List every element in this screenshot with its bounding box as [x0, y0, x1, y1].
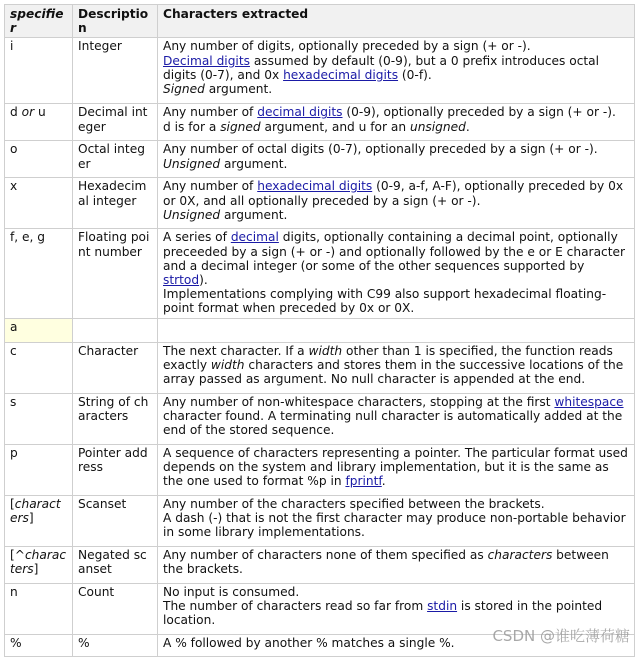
- text: argument, and u for an: [260, 119, 410, 134]
- text: [: [10, 496, 15, 511]
- text: ).: [199, 273, 208, 288]
- text: Any number of non-whitespace characters, stopping at the first: [163, 394, 555, 409]
- link-stdin[interactable]: stdin: [427, 598, 458, 613]
- chars-line: A dash (-) that is not the first character may produce non-portable behavior in some library implementations.: [163, 510, 626, 540]
- link-hexadecimal-digits[interactable]: hexadecimal digits: [283, 67, 399, 82]
- italic-text: characters: [487, 547, 553, 562]
- table-row: [5, 495, 635, 546]
- chars-cell: A % followed by another % matches a single %.: [158, 634, 635, 656]
- chars-line: [163, 82, 629, 96]
- text: .: [381, 474, 386, 489]
- description-cell: Pointer address: [73, 444, 158, 495]
- header-specifier: specifier: [5, 5, 73, 38]
- text: ]: [33, 561, 39, 576]
- table-row: [5, 546, 635, 583]
- text: between the brackets.: [163, 547, 609, 576]
- italic-text: Signed: [163, 82, 205, 97]
- specifier-cell: [5, 104, 73, 141]
- link-decimal-digits[interactable]: decimal digits: [257, 105, 343, 120]
- chars-cell: [158, 342, 635, 393]
- text: .: [465, 119, 470, 134]
- text: The number of characters read so far from: [163, 598, 428, 613]
- chars-cell: [158, 229, 635, 318]
- text: characters and stores them in the successive locations of the array passed as argument. No null character is appended at the end.: [163, 357, 624, 387]
- italic-text: signed: [220, 119, 261, 134]
- text: assumed by default (0-9), but a 0 prefix introduces octal digits (0-7), and 0x: [163, 53, 600, 82]
- chars-line: [163, 120, 629, 134]
- specifier-cell: i: [5, 38, 73, 104]
- description-cell: Character: [73, 342, 158, 393]
- chars-cell: [158, 141, 635, 178]
- italic-text: Unsigned: [163, 156, 221, 171]
- text: u: [34, 105, 46, 120]
- description-cell: Integer: [73, 38, 158, 104]
- chars-line: [163, 208, 629, 222]
- header-row: [5, 5, 635, 38]
- text: argument.: [204, 82, 273, 97]
- text: [^: [10, 547, 25, 562]
- chars-line: Implementations complying with C99 also support hexadecimal floating-point format when preceded by 0x or 0X.: [163, 287, 607, 316]
- chars-line: No input is consumed.: [163, 584, 300, 599]
- text: (0-9), optionally preceded by a sign (+ or -).: [342, 105, 616, 120]
- description-cell: Floating point number: [73, 229, 158, 318]
- table-row: [5, 104, 635, 141]
- chars-cell: [158, 546, 635, 583]
- text: argument.: [220, 156, 288, 171]
- italic-text: Unsigned: [163, 207, 221, 222]
- chars-line: [163, 54, 629, 82]
- text: (0-f).: [398, 67, 432, 82]
- table-row: [5, 229, 635, 318]
- text: d: [10, 105, 22, 120]
- description-cell: Count: [73, 583, 158, 634]
- description-cell: Octal integer: [73, 141, 158, 178]
- table-row: [5, 342, 635, 393]
- table-row: [5, 444, 635, 495]
- italic-text: unsigned: [409, 119, 466, 134]
- description-cell: Decimal integer: [73, 104, 158, 141]
- text: ]: [28, 510, 34, 525]
- italic-text: width: [308, 343, 343, 358]
- chars-line: [163, 157, 629, 171]
- table-row: [5, 318, 635, 342]
- table-row: [5, 141, 635, 178]
- specifier-cell: f, e, g: [5, 229, 73, 318]
- text: is stored in the pointed location.: [163, 598, 603, 628]
- chars-cell: [158, 495, 635, 546]
- chars-cell: [158, 104, 635, 141]
- specifier-cell: x: [5, 178, 73, 229]
- text: The next character. If a: [163, 343, 309, 358]
- chars-line: [163, 179, 629, 207]
- description-cell: %: [73, 634, 158, 656]
- link-decimal-digits[interactable]: Decimal digits: [163, 53, 250, 68]
- specifier-cell: o: [5, 141, 73, 178]
- italic-text: or: [21, 105, 35, 120]
- table-row: [5, 178, 635, 229]
- chars-cell: [158, 393, 635, 444]
- text: Any number of: [163, 105, 258, 120]
- text: A series of: [163, 230, 231, 245]
- text: Any number of: [163, 179, 258, 194]
- chars-line: [163, 105, 629, 119]
- link-fprintf[interactable]: fprintf: [345, 474, 382, 489]
- chars-cell: [158, 38, 635, 104]
- csdn-watermark: CSDN @谁吃薄荷糖: [492, 627, 630, 645]
- table-row: [5, 38, 635, 104]
- specifier-cell: [5, 495, 73, 546]
- text: (0-9, a-f, A-F), optionally preceded by 0x or 0X, and all optionally preceded by a sign (+ or -).: [163, 179, 624, 208]
- specifier-cell: s: [5, 393, 73, 444]
- description-cell: Hexadecimal integer: [73, 178, 158, 229]
- italic-text: width: [210, 357, 245, 372]
- format-specifier-table: [4, 4, 635, 657]
- table-row: [5, 393, 635, 444]
- link-whitespace[interactable]: whitespace: [554, 394, 624, 409]
- link-strtod[interactable]: strtod: [163, 273, 200, 288]
- chars-line: Any number of digits, optionally preceded by a sign (+ or -).: [163, 39, 531, 54]
- text: d is for a: [163, 119, 221, 134]
- text: Any number of characters none of them specified as: [163, 547, 488, 562]
- italic-text: characters: [10, 496, 61, 525]
- description-cell: Scanset: [73, 495, 158, 546]
- description-cell: Negated scanset: [73, 546, 158, 583]
- specifier-cell: n: [5, 583, 73, 634]
- description-cell: [73, 318, 158, 342]
- link-hexadecimal-digits[interactable]: hexadecimal digits: [257, 179, 373, 194]
- italic-text: characters: [10, 547, 67, 576]
- chars-line: Any number of octal digits (0-7), optionally preceded by a sign (+ or -).: [163, 142, 598, 157]
- chars-cell: [158, 444, 635, 495]
- chars-cell: [158, 318, 635, 342]
- text: A sequence of characters representing a pointer. The particular format used depends on the system and library implementation, but it is the same as the one used to format %p in: [163, 445, 628, 489]
- specifier-cell: p: [5, 444, 73, 495]
- chars-line: [163, 230, 629, 287]
- header-chars: Characters extracted: [158, 5, 635, 38]
- specifier-cell: %: [5, 634, 73, 656]
- chars-line: Any number of the characters specified between the brackets.: [163, 496, 545, 511]
- chars-line: [163, 599, 629, 627]
- text: other than 1 is specified, the function reads exactly: [163, 343, 613, 372]
- chars-cell: [158, 178, 635, 229]
- header-description: Description: [73, 5, 158, 38]
- specifier-cell: c: [5, 342, 73, 393]
- text: argument.: [220, 207, 288, 222]
- specifier-cell: [5, 546, 73, 583]
- specifier-cell: a: [5, 318, 73, 342]
- description-cell: String of characters: [73, 393, 158, 444]
- text: character found. A terminating null character is automatically added at the end of the stored sequence.: [163, 408, 623, 438]
- text: digits, optionally containing a decimal point, optionally preceeded by a sign (+ or -) and optionally followed by the e or E character and a decimal integer (or some of the other sequences supported by: [163, 230, 626, 273]
- link-decimal[interactable]: decimal: [230, 230, 279, 245]
